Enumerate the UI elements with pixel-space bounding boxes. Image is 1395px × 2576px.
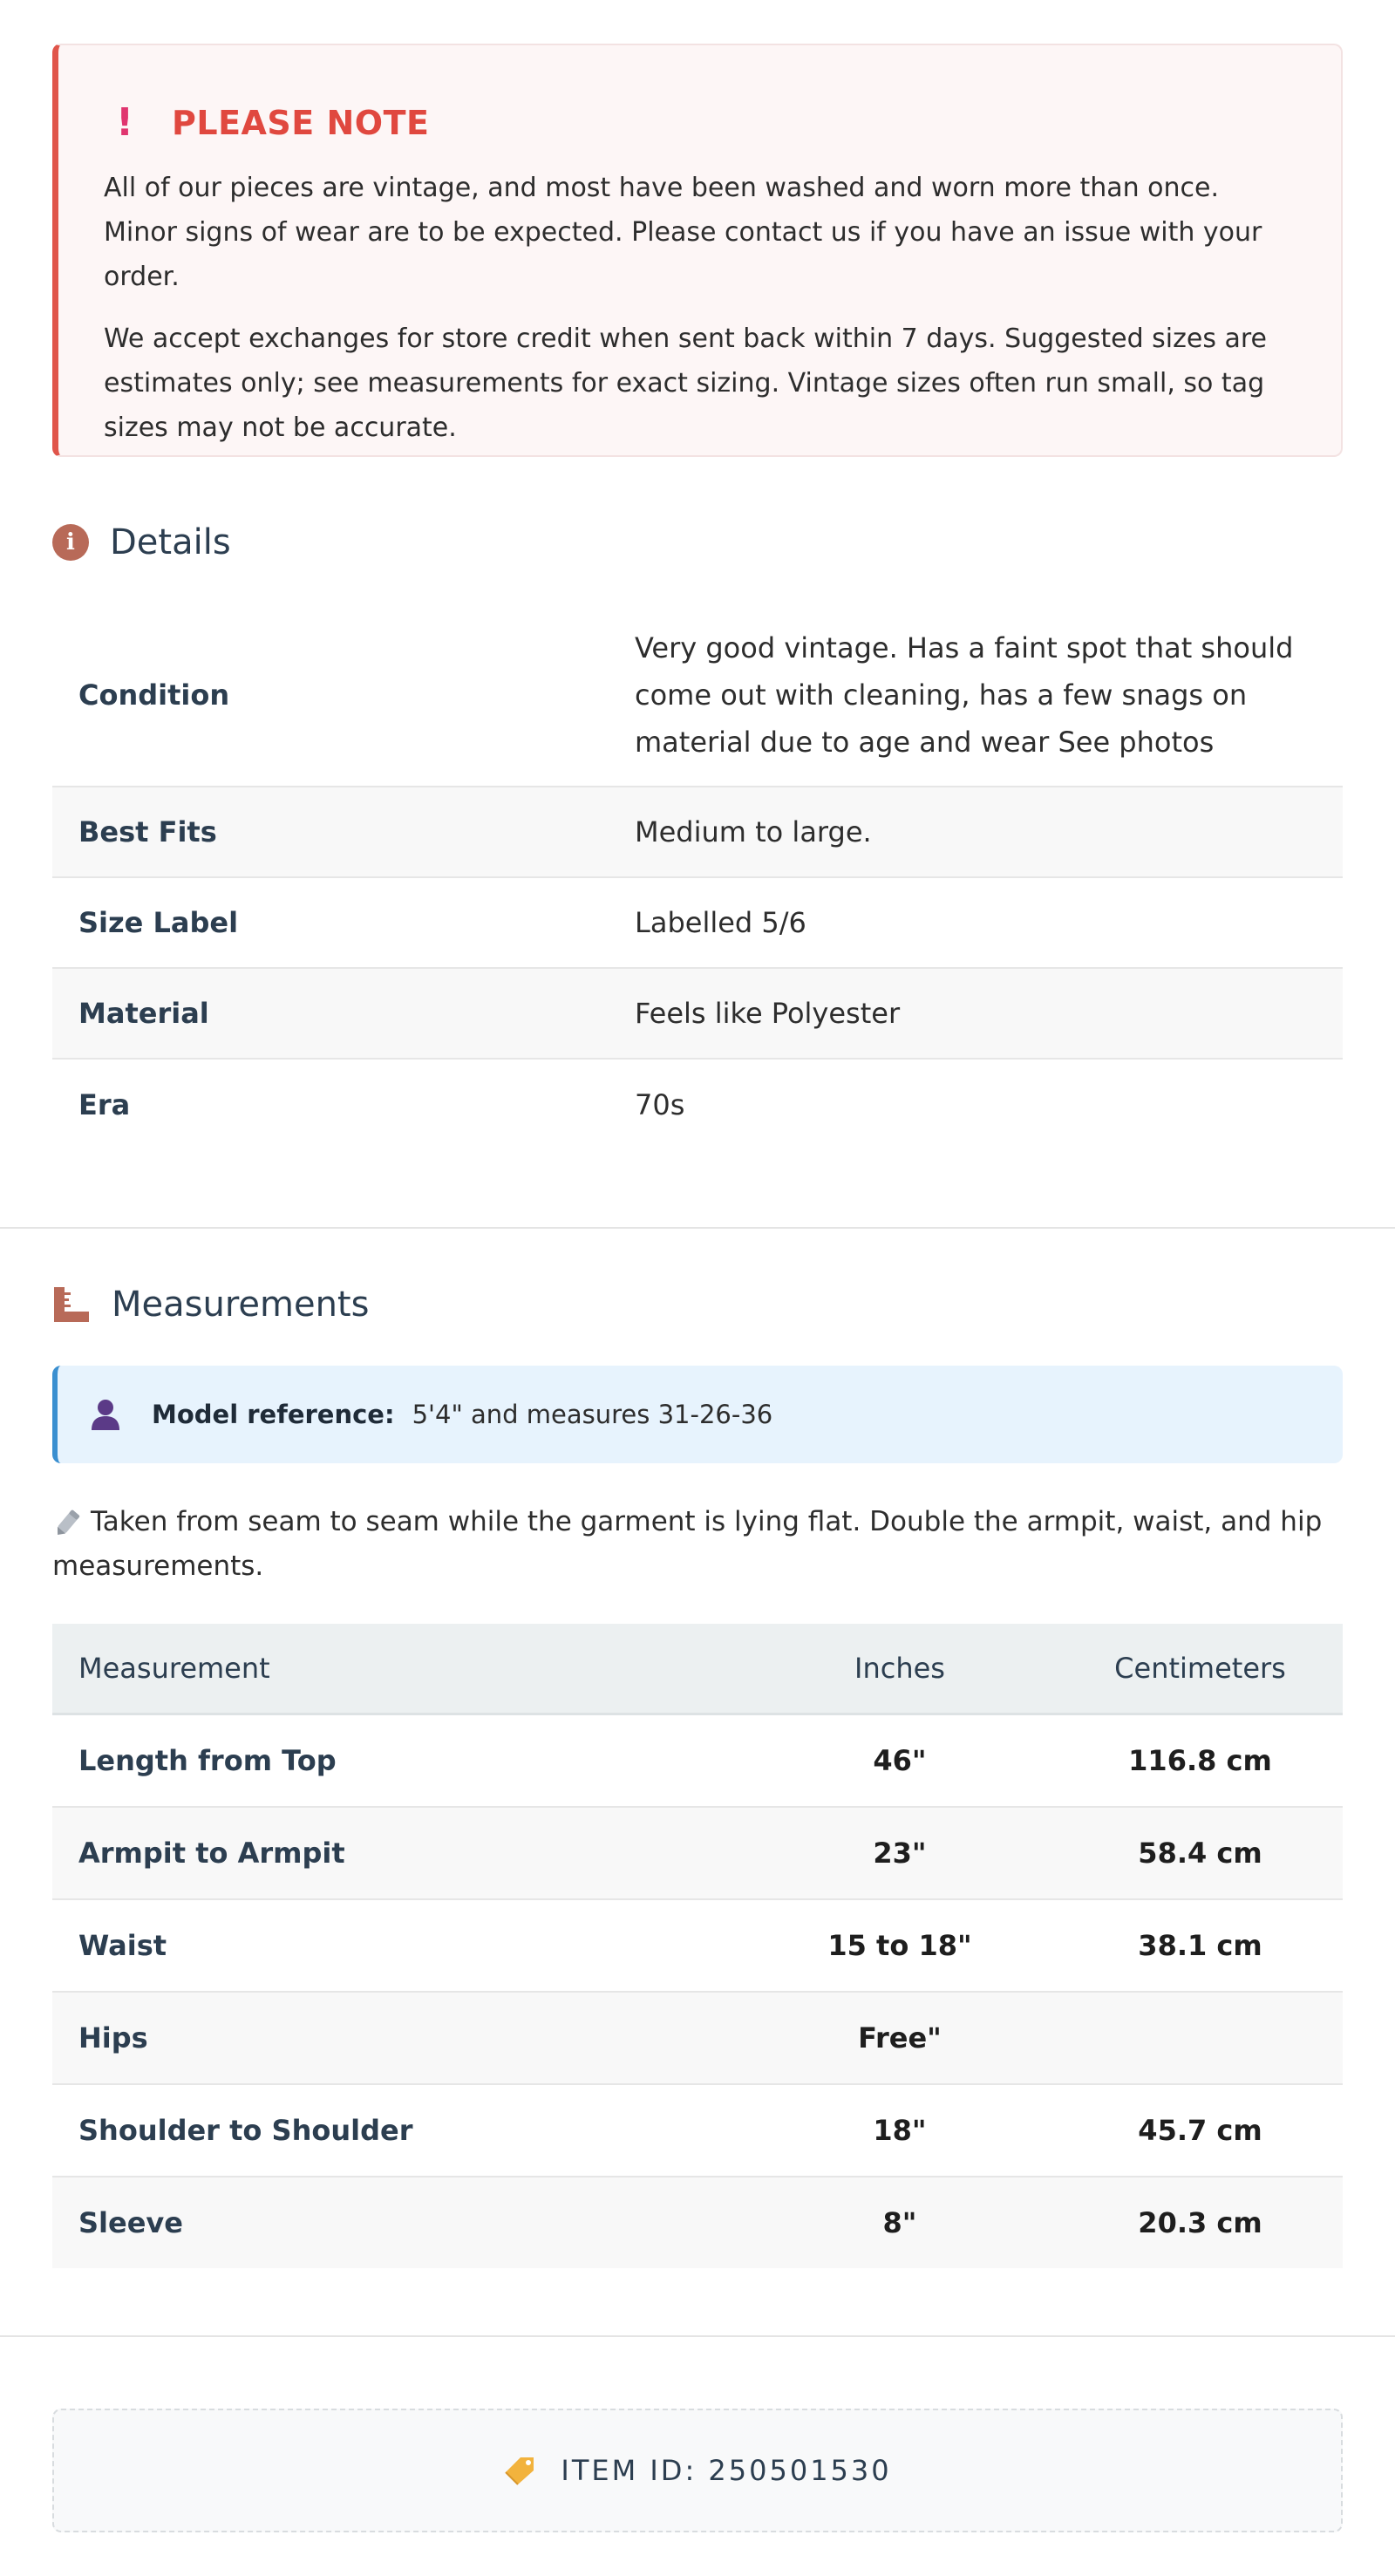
model-value: 5'4" and measures 31-26-36 xyxy=(412,1400,773,1429)
notice-paragraph: We accept exchanges for store credit when sent back within 7 days. Suggested sizes are estimates only; see measurements for exact sizing. Vintage sizes often run small, so tag sizes may not be accurate. xyxy=(104,324,1268,443)
details-row xyxy=(52,1059,1343,1149)
measurement-cm xyxy=(1058,1992,1343,2084)
details-label: Best Fits xyxy=(52,787,634,877)
measurement-note-text: Taken from seam to seam while the garment is lying flat. Double the armpit, waist, and hip measurements. xyxy=(52,1506,1323,1582)
measurement-inches: 18" xyxy=(742,2084,1058,2177)
column-header-inches: Inches xyxy=(742,1624,1058,1714)
exclamation-icon: ! xyxy=(116,100,134,145)
measurements-table xyxy=(52,1624,1343,2268)
details-value: Very good vintage. Has a faint spot that should come out with cleaning, has a few snags on material due to age and wear See photos xyxy=(634,603,1343,787)
notice-paragraph: All of our pieces are vintage, and most have been washed and worn more than once. Minor signs of wear are to be expected. Please contact us if you have an issue with your order. xyxy=(104,173,1262,292)
details-label: Era xyxy=(78,1087,131,1121)
section-divider xyxy=(0,1227,1395,1229)
details-header xyxy=(52,516,1343,569)
table-row xyxy=(52,1714,1343,1808)
table-row xyxy=(52,1807,1343,1899)
tag-icon xyxy=(503,2456,536,2485)
model-label: Model reference: xyxy=(152,1400,395,1429)
measurement-name: Shoulder to Shoulder xyxy=(52,2084,742,2177)
column-header-measurement: Measurement xyxy=(52,1624,742,1714)
measurement-cm: 58.4 cm xyxy=(1058,1807,1343,1899)
details-value: Labelled 5/6 xyxy=(634,877,1343,968)
table-row xyxy=(52,1992,1343,2084)
details-value: 70s xyxy=(635,1087,685,1121)
table-header-row xyxy=(52,1624,1343,1714)
details-row xyxy=(52,787,1343,877)
measurement-name: Length from Top xyxy=(52,1714,742,1808)
column-header-centimeters: Centimeters xyxy=(1058,1624,1343,1714)
details-row xyxy=(52,968,1343,1059)
details-value: Feels like Polyester xyxy=(634,968,1343,1059)
info-icon: i xyxy=(52,524,89,561)
details-label: Condition xyxy=(52,603,634,787)
measurements-header xyxy=(52,1278,1343,1331)
item-id-label: ITEM ID: 250501530 xyxy=(561,2454,892,2487)
measurement-cm: 116.8 cm xyxy=(1058,1714,1343,1808)
notice-box xyxy=(52,44,1343,457)
details-table xyxy=(52,603,1343,1149)
details-value: Medium to large. xyxy=(634,787,1343,877)
model-reference xyxy=(52,1366,1343,1463)
notice-header xyxy=(104,92,1297,153)
measurement-name: Hips xyxy=(52,1992,742,2084)
pencil-icon xyxy=(52,1509,82,1538)
measurement-cm: 20.3 cm xyxy=(1058,2177,1343,2268)
measurement-inches: 23" xyxy=(742,1807,1058,1899)
measurement-inches: 15 to 18" xyxy=(742,1899,1058,1992)
measurement-cm: 38.1 cm xyxy=(1058,1899,1343,1992)
table-row xyxy=(52,2084,1343,2177)
measurement-name: Armpit to Armpit xyxy=(52,1807,742,1899)
measurement-inches: 8" xyxy=(742,2177,1058,2268)
details-row xyxy=(52,603,1343,787)
measurement-name: Sleeve xyxy=(52,2177,742,2268)
measurement-name: Waist xyxy=(52,1899,742,1992)
person-icon xyxy=(91,1399,120,1430)
details-label: Material xyxy=(52,968,634,1059)
details-title: Details xyxy=(110,522,231,562)
table-row xyxy=(52,1899,1343,1992)
measurement-inches: 46" xyxy=(742,1714,1058,1808)
item-id-box xyxy=(52,2409,1343,2532)
ruler-icon xyxy=(52,1285,91,1324)
measurement-cm: 45.7 cm xyxy=(1058,2084,1343,2177)
details-row xyxy=(52,877,1343,968)
section-divider xyxy=(0,2335,1395,2337)
measurement-note xyxy=(52,1500,1343,1589)
measurement-inches: Free" xyxy=(742,1992,1058,2084)
notice-title: PLEASE NOTE xyxy=(172,104,430,142)
measurements-title: Measurements xyxy=(112,1285,370,1325)
details-label: Size Label xyxy=(52,877,634,968)
table-row xyxy=(52,2177,1343,2268)
